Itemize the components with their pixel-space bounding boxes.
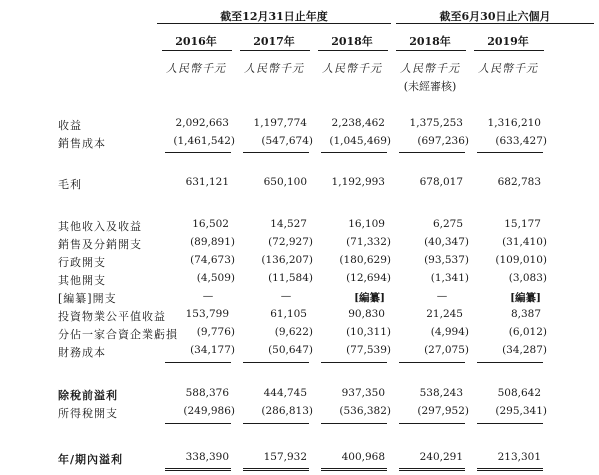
subtotal-rule: [477, 152, 543, 153]
value-cell: (31,410): [502, 236, 547, 248]
column-year: 2016年: [175, 35, 217, 48]
value-cell: (180,629): [339, 254, 391, 266]
value-cell: (93,537): [424, 254, 469, 266]
total-double-rule: [477, 468, 543, 471]
column-year: 2018年: [331, 35, 373, 48]
value-cell: 14,527: [270, 218, 307, 230]
column-header-2017: [235, 0, 313, 95]
value-cell: (27,075): [424, 344, 469, 356]
value-cell: (536,382): [339, 405, 391, 417]
value-cell: 508,642: [497, 387, 541, 399]
row-label: [編纂]開支: [58, 292, 117, 305]
row-other-income: [0, 218, 599, 234]
column-header-2016: [157, 0, 235, 95]
value-cell: —: [202, 290, 214, 302]
subtotal-rule: [321, 362, 387, 363]
value-cell: 90,830: [348, 308, 385, 320]
column-year: 2019年: [487, 35, 529, 48]
value-cell: (9,622): [274, 326, 313, 338]
column-note-unaudited: (未經審核): [403, 80, 457, 93]
value-cell: (11,584): [268, 272, 313, 284]
row-label: 毛利: [58, 178, 82, 191]
subtotal-rule: [477, 362, 543, 363]
row-redacted-expenses: [0, 290, 599, 306]
value-cell: 400,968: [341, 451, 385, 463]
column-divider: [162, 50, 232, 51]
value-cell: 8,387: [510, 308, 541, 320]
column-year: 2018年: [409, 35, 451, 48]
total-double-rule: [321, 468, 387, 471]
row-fair-value-gains: [0, 308, 599, 324]
subtotal-rule: [165, 152, 231, 153]
value-cell: 678,017: [419, 176, 463, 188]
value-cell: (12,694): [346, 272, 391, 284]
value-cell: 21,245: [426, 308, 463, 320]
row-label: 其他收入及收益: [58, 220, 142, 233]
subtotal-rule: [321, 423, 387, 424]
value-cell: (136,207): [261, 254, 313, 266]
row-revenue: [0, 117, 599, 133]
row-label: 銷售及分銷開支: [58, 238, 142, 251]
column-header-2018: [313, 0, 391, 95]
row-finance-costs: [0, 344, 599, 360]
row-admin-expenses: [0, 254, 599, 270]
row-label: 收益: [58, 119, 82, 132]
row-label: 分佔一家合資企業虧損: [58, 328, 178, 341]
value-cell: 682,783: [497, 176, 541, 188]
column-divider: [396, 50, 466, 51]
value-cell: 538,243: [419, 387, 463, 399]
row-label: 行政開支: [58, 256, 106, 269]
value-cell: 1,197,774: [253, 117, 307, 129]
value-cell: 153,799: [185, 308, 229, 320]
value-cell: (34,177): [190, 344, 235, 356]
subtotal-rule: [399, 362, 465, 363]
subtotal-rule: [243, 423, 309, 424]
value-cell: (1,045,469): [329, 135, 391, 147]
column-divider: [474, 50, 544, 51]
total-double-rule: [243, 468, 309, 471]
row-jv-losses: [0, 326, 599, 342]
row-label: 銷售成本: [58, 137, 106, 150]
value-cell: (4,994): [430, 326, 469, 338]
value-cell: (71,332): [346, 236, 391, 248]
value-cell: [編纂]: [354, 292, 385, 304]
value-cell: 213,301: [497, 451, 541, 463]
value-cell: (77,539): [346, 344, 391, 356]
column-divider: [240, 50, 310, 51]
row-income-tax: [0, 405, 599, 421]
value-cell: 61,105: [270, 308, 307, 320]
row-label: 所得稅開支: [58, 407, 118, 420]
value-cell: (6,012): [508, 326, 547, 338]
column-unit: 人民幣千元: [400, 62, 460, 75]
value-cell: (3,083): [508, 272, 547, 284]
value-cell: (40,347): [424, 236, 469, 248]
value-cell: (10,311): [346, 326, 391, 338]
total-double-rule: [165, 468, 231, 471]
column-header-2018-interim: [391, 0, 469, 95]
column-unit: 人民幣千元: [166, 62, 226, 75]
subtotal-rule: [399, 152, 465, 153]
row-label: 其他開支: [58, 274, 106, 287]
value-cell: 16,109: [348, 218, 385, 230]
column-year: 2017年: [253, 35, 295, 48]
row-label: 年/期內溢利: [58, 453, 124, 466]
value-cell: 2,238,462: [331, 117, 385, 129]
column-header-2019-interim: [469, 0, 547, 95]
group-header-six-months: 截至6月30日止六個月: [396, 8, 594, 24]
value-cell: —: [436, 290, 448, 302]
column-divider: [318, 50, 388, 51]
value-cell: (89,891): [190, 236, 235, 248]
value-cell: 1,375,253: [409, 117, 463, 129]
row-label: 財務成本: [58, 346, 106, 359]
value-cell: 6,275: [432, 218, 463, 230]
subtotal-rule: [243, 362, 309, 363]
value-cell: (109,010): [495, 254, 547, 266]
value-cell: 2,092,663: [175, 117, 229, 129]
subtotal-rule: [165, 362, 231, 363]
value-cell: (74,673): [190, 254, 235, 266]
column-unit: 人民幣千元: [322, 62, 382, 75]
column-unit: 人民幣千元: [478, 62, 538, 75]
column-unit: 人民幣千元: [244, 62, 304, 75]
row-label: 投資物業公平值收益: [58, 310, 166, 323]
value-cell: 444,745: [263, 387, 307, 399]
row-gross-profit: [0, 176, 599, 192]
group-header-year-ended: 截至12月31日止年度: [157, 8, 391, 24]
subtotal-rule: [321, 152, 387, 153]
subtotal-rule: [399, 423, 465, 424]
value-cell: (4,509): [196, 272, 235, 284]
row-other-expenses: [0, 272, 599, 288]
value-cell: (1,341): [430, 272, 469, 284]
value-cell: (697,236): [417, 135, 469, 147]
value-cell: [編纂]: [510, 292, 541, 304]
row-label: 除稅前溢利: [58, 389, 118, 402]
value-cell: 157,932: [263, 451, 307, 463]
value-cell: (295,341): [495, 405, 547, 417]
value-cell: 338,390: [185, 451, 229, 463]
value-cell: 1,316,210: [487, 117, 541, 129]
subtotal-rule: [165, 423, 231, 424]
value-cell: (297,952): [417, 405, 469, 417]
total-double-rule: [399, 468, 465, 471]
value-cell: (547,674): [261, 135, 313, 147]
subtotal-rule: [477, 423, 543, 424]
row-profit-for-period: [0, 451, 599, 467]
subtotal-rule: [243, 152, 309, 153]
value-cell: (249,986): [183, 405, 235, 417]
value-cell: (72,927): [268, 236, 313, 248]
row-cost-of-sales: [0, 135, 599, 151]
value-cell: 631,121: [185, 176, 229, 188]
value-cell: 15,177: [504, 218, 541, 230]
value-cell: 650,100: [263, 176, 307, 188]
value-cell: 240,291: [419, 451, 463, 463]
row-selling-expenses: [0, 236, 599, 252]
value-cell: (633,427): [495, 135, 547, 147]
value-cell: (1,461,542): [173, 135, 235, 147]
value-cell: 937,350: [341, 387, 385, 399]
value-cell: (9,776): [196, 326, 235, 338]
value-cell: —: [280, 290, 292, 302]
value-cell: (34,287): [502, 344, 547, 356]
row-profit-before-tax: [0, 387, 599, 403]
value-cell: (286,813): [261, 405, 313, 417]
value-cell: 16,502: [192, 218, 229, 230]
value-cell: 1,192,993: [331, 176, 385, 188]
value-cell: 588,376: [185, 387, 229, 399]
value-cell: (50,647): [268, 344, 313, 356]
